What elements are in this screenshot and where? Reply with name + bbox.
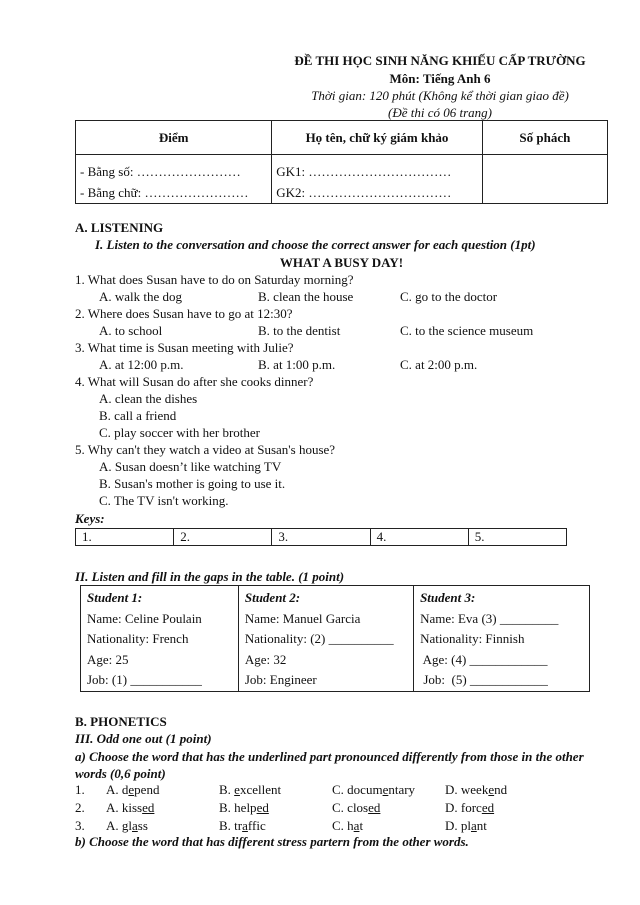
code-cell (482, 155, 607, 204)
option-text: C. docum (332, 782, 383, 797)
phonetics-option (332, 781, 415, 798)
q2-option-a: A. to school (99, 323, 163, 338)
score-number: - Bằng số: …………………… (80, 164, 241, 179)
q5-option-a: A. Susan doesn’t like watching TV (99, 459, 282, 474)
option-text: ffic (247, 818, 266, 833)
option-text: D. week (445, 782, 489, 797)
key-cell-3: 3. (272, 529, 370, 546)
option-text: t (359, 818, 364, 833)
phonetics-heading: B. PHONETICS (75, 714, 167, 729)
examiner-header: Họ tên, chữ ký giám khảo (272, 121, 482, 155)
q4-option-c: C. play soccer with her brother (99, 425, 261, 440)
phonetics-option (332, 817, 363, 834)
phonetics-option (219, 781, 281, 798)
option-text: nt (476, 818, 487, 833)
student-3-cell (414, 586, 590, 692)
code-header: Số phách (482, 121, 607, 155)
student-1-title: Student 1: (87, 590, 143, 605)
question-2: 2. Where does Susan have to go at 12:30? (75, 306, 293, 321)
score-table (75, 120, 608, 204)
option-text: D. forc (445, 800, 482, 815)
key-cell-4: 4. (370, 529, 468, 546)
question-5: 5. Why can't they watch a video at Susan's house? (75, 442, 336, 457)
option-text: xcellent (239, 782, 282, 797)
part1-instruction: I. Listen to the conversation and choose the correct answer for each question (1pt) (95, 237, 536, 252)
examiner-cell (272, 155, 482, 204)
q3-option-b: B. at 1:00 p.m. (258, 357, 336, 372)
underlined-part: a (242, 818, 248, 833)
option-text: A. d (106, 782, 129, 797)
student-1-cell (81, 586, 239, 692)
exam-subject: Môn: Tiếng Anh 6 (389, 71, 491, 86)
score-header: Điểm (76, 121, 272, 155)
q2-option-c: C. to the science museum (400, 323, 534, 338)
student-3-name: Name: Eva (3) _________ (420, 610, 559, 626)
examiner-2: GK2: …………………………… (276, 185, 452, 200)
underlined-part: ed (368, 800, 381, 815)
option-text: B. help (219, 800, 257, 815)
phonetics-option (106, 817, 148, 834)
q4-option-b: B. call a friend (99, 408, 177, 423)
student-1-name: Name: Celine Poulain (87, 610, 202, 626)
student-1-nationality: Nationality: French (87, 631, 189, 646)
part3b-instruction: b) Choose the word that has different stress partern from the other words. (75, 834, 469, 849)
exam-title: ĐỀ THI HỌC SINH NĂNG KHIẾU CẤP TRƯỜNG (294, 53, 586, 68)
q1-option-b: B. clean the house (258, 289, 354, 304)
student-2-cell (238, 586, 413, 692)
q3-option-c: C. at 2:00 p.m. (400, 357, 478, 372)
students-table (80, 585, 590, 692)
student-2-name: Name: Manuel Garcia (244, 610, 361, 626)
student-3-job: Job: (5) ____________ (420, 672, 548, 687)
q1-option-a: A. walk the dog (99, 289, 183, 304)
q5-option-b: B. Susan's mother is going to use it. (99, 476, 286, 491)
option-text: C. clos (332, 800, 369, 815)
option-text: ntary (388, 782, 416, 797)
student-3-age: Age: (4) ____________ (420, 651, 548, 667)
student-3-title: Student 3: (420, 590, 476, 605)
question-4: 4. What will Susan do after she cooks dinner? (75, 374, 314, 389)
option-text: A. gl (106, 818, 132, 833)
student-1-job: Job: (1) ___________ (87, 672, 202, 687)
student-2-age: Age: 32 (244, 651, 287, 667)
option-text: D. pl (445, 818, 471, 833)
question-3: 3. What time is Susan meeting with Julie? (75, 340, 294, 355)
phonetics-option (219, 817, 266, 834)
phonetics-option (445, 781, 507, 798)
underlined-part: a (471, 818, 477, 833)
underlined-part: ed (481, 800, 495, 815)
score-words: - Bằng chữ: …………………… (80, 185, 249, 200)
option-text: A. kiss (106, 800, 143, 815)
keys-label: Keys: (75, 511, 105, 526)
student-2-job: Job: Engineer (244, 672, 317, 687)
phonetics-option (106, 781, 159, 798)
underlined-part: e (488, 782, 495, 797)
q5-option-c: C. The TV isn't working. (99, 493, 229, 508)
exam-time: Thời gian: 120 phút (Không kể thời gian giao đề) (311, 88, 569, 103)
option-text: B. (219, 782, 235, 797)
examiner-1: GK1: …………………………… (276, 164, 452, 179)
listening-heading: A. LISTENING (75, 220, 164, 235)
q1-option-c: C. go to the doctor (400, 289, 498, 304)
key-cell-5: 5. (468, 529, 566, 546)
score-cell (76, 155, 272, 204)
option-text: pend (134, 782, 160, 797)
part2-instruction: II. Listen and fill in the gaps in the table. (1 point) (75, 569, 345, 584)
underlined-part: ed (142, 800, 155, 815)
q4-option-a: A. clean the dishes (99, 391, 198, 406)
student-2-nationality: Nationality: (2) __________ (244, 631, 394, 646)
underlined-part: e (128, 782, 135, 797)
student-2-title: Student 2: (244, 590, 301, 605)
student-3-nationality: Nationality: Finnish (420, 631, 525, 646)
part3a-instruction: a) Choose the word that has the underlined part pronounced differently from those in the other words (0,6 point) (75, 749, 584, 781)
underlined-part: a (132, 818, 138, 833)
key-cell-2: 2. (174, 529, 272, 546)
keys-table (75, 528, 567, 546)
student-1-age: Age: 25 (87, 651, 129, 667)
phonetics-row-number: 1. (75, 782, 85, 797)
option-text: ss (137, 818, 148, 833)
phonetics-option (445, 817, 487, 834)
part1-title: WHAT A BUSY DAY! (279, 255, 404, 270)
phonetics-option (106, 799, 154, 816)
phonetics-row-number: 2. (75, 800, 85, 815)
phonetics-option (332, 799, 380, 816)
exam-pages: (Đề thi có 06 trang) (388, 105, 492, 120)
phonetics-option (219, 799, 269, 816)
q2-option-b: B. to the dentist (258, 323, 341, 338)
underlined-part: e (382, 782, 389, 797)
q3-option-a: A. at 12:00 p.m. (99, 357, 184, 372)
option-text: nd (494, 782, 508, 797)
underlined-part: e (234, 782, 240, 797)
question-1: 1. What does Susan have to do on Saturday morning? (75, 272, 354, 287)
key-cell-1: 1. (76, 529, 174, 546)
phonetics-row-number: 3. (75, 818, 85, 833)
phonetics-option (445, 799, 494, 816)
underlined-part: a (353, 818, 360, 833)
option-text: C. h (332, 818, 354, 833)
part3-heading: III. Odd one out (1 point) (75, 731, 212, 746)
underlined-part: ed (256, 800, 269, 815)
option-text: B. tr (219, 818, 243, 833)
